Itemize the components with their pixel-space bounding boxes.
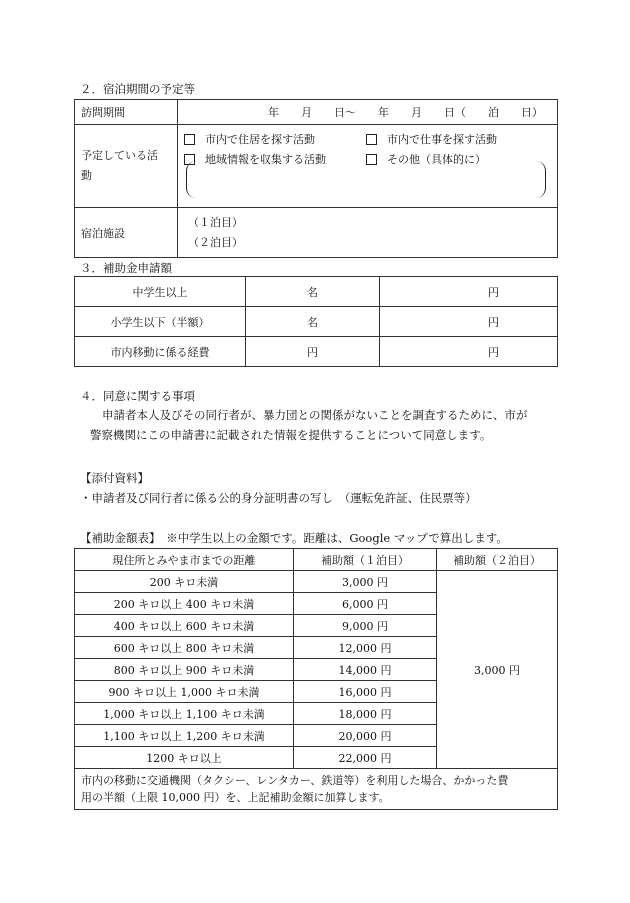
planned-activities-label <box>75 125 178 208</box>
activity-option-housing[interactable] <box>184 131 366 147</box>
distance-cell: 1200 キロ以上 <box>75 747 294 769</box>
lodging-night-2[interactable]: （２泊目） <box>188 235 243 249</box>
distance-cell: 200 キロ以上 400 キロ未満 <box>75 593 294 615</box>
distance-cell: 1,100 キロ以上 1,200 キロ未満 <box>75 725 294 747</box>
first-night-amount: 6,000 円 <box>294 593 437 615</box>
checkbox-icon[interactable] <box>184 134 195 145</box>
count-field[interactable]: 名 <box>246 277 380 307</box>
consent-text-line1: 申請者本人及びその同行者が、暴力団との関係がないことを調査するために、市が <box>102 408 528 422</box>
distance-cell: 200 キロ未満 <box>75 571 294 593</box>
consent-text-line2: 警察機関にこの申請書に記載された情報を提供することについて同意します。 <box>90 428 492 442</box>
distance-cell: 900 キロ以上 1,000 キロ未満 <box>75 681 294 703</box>
distance-cell: 1,000 キロ以上 1,100 キロ未満 <box>75 703 294 725</box>
amount-field[interactable]: 円 <box>380 307 558 337</box>
count-field[interactable]: 名 <box>246 307 380 337</box>
first-night-amount: 12,000 円 <box>294 637 437 659</box>
count-field[interactable]: 円 <box>246 337 380 367</box>
distance-cell: 600 キロ以上 800 キロ未満 <box>75 637 294 659</box>
first-night-amount: 22,000 円 <box>294 747 437 769</box>
first-night-amount: 16,000 円 <box>294 681 437 703</box>
col-header-second-night: 補助額（２泊目） <box>437 549 558 571</box>
section3-heading: ３．補助金申請額 <box>80 261 172 275</box>
transport-footnote-line1: 市内の移動に交通機関（タクシー、レンタカー、鉄道等）を利用した場合、かかった費 <box>81 774 509 787</box>
application-amount-table <box>74 276 558 367</box>
activity-label: その他（具体的に） <box>387 153 486 166</box>
row-label: 中学生以上 <box>75 277 246 307</box>
first-night-amount: 18,000 円 <box>294 703 437 725</box>
first-night-amount: 20,000 円 <box>294 725 437 747</box>
attachments-item: ・申請者及び同行者に係る公的身分証明書の写し （運転免許証、住民票等） <box>80 491 477 505</box>
distance-cell: 800 キロ以上 900 キロ未満 <box>75 659 294 681</box>
col-header-first-night: 補助額（１泊目） <box>294 549 437 571</box>
attachments-heading: 【添付資料】 <box>80 471 149 485</box>
col-header-distance: 現住所とみやま市までの距離 <box>75 549 294 571</box>
planned-activities-label-line1: 予定している活 <box>81 149 158 162</box>
planned-activities-label-line2: 動 <box>81 169 92 182</box>
lodging-night-1[interactable]: （１泊目） <box>188 215 243 229</box>
section2-heading: ２．宿泊期間の予定等 <box>80 82 195 96</box>
activity-label: 市内で仕事を探す活動 <box>387 133 497 146</box>
transport-footnote-line2: 用の半額（上限 10,000 円）を、上記補助金額に加算します。 <box>81 791 390 804</box>
first-night-amount: 3,000 円 <box>294 571 437 593</box>
lodging-label: 宿泊施設 <box>75 208 178 258</box>
activity-label: 市内で住居を探す活動 <box>205 133 315 146</box>
first-night-amount: 9,000 円 <box>294 615 437 637</box>
subsidy-table <box>74 548 558 810</box>
first-night-amount: 14,000 円 <box>294 659 437 681</box>
visit-period-label: 訪問期間 <box>75 100 178 125</box>
row-label: 小学生以下（半額） <box>75 307 246 337</box>
transport-footnote <box>75 769 558 810</box>
checkbox-icon[interactable] <box>366 134 377 145</box>
other-activity-detail-field[interactable] <box>186 161 546 198</box>
distance-cell: 400 キロ以上 600 キロ未満 <box>75 615 294 637</box>
amount-field[interactable]: 円 <box>380 337 558 367</box>
second-night-amount: 3,000 円 <box>437 571 558 769</box>
subsidy-table-heading: 【補助金額表】 ※中学生以上の金額です。距離は、Google マップで算出します。 <box>80 531 508 545</box>
section4-heading: ４．同意に関する事項 <box>80 389 195 403</box>
amount-field[interactable]: 円 <box>380 277 558 307</box>
row-label: 市内移動に係る経費 <box>75 337 246 367</box>
lodging-cell <box>178 208 558 258</box>
visit-period-field[interactable]: 年 月 日～ 年 月 日（ 泊 日） <box>178 100 558 125</box>
activity-label: 地域情報を収集する活動 <box>205 153 326 166</box>
activity-option-job[interactable] <box>366 131 497 147</box>
